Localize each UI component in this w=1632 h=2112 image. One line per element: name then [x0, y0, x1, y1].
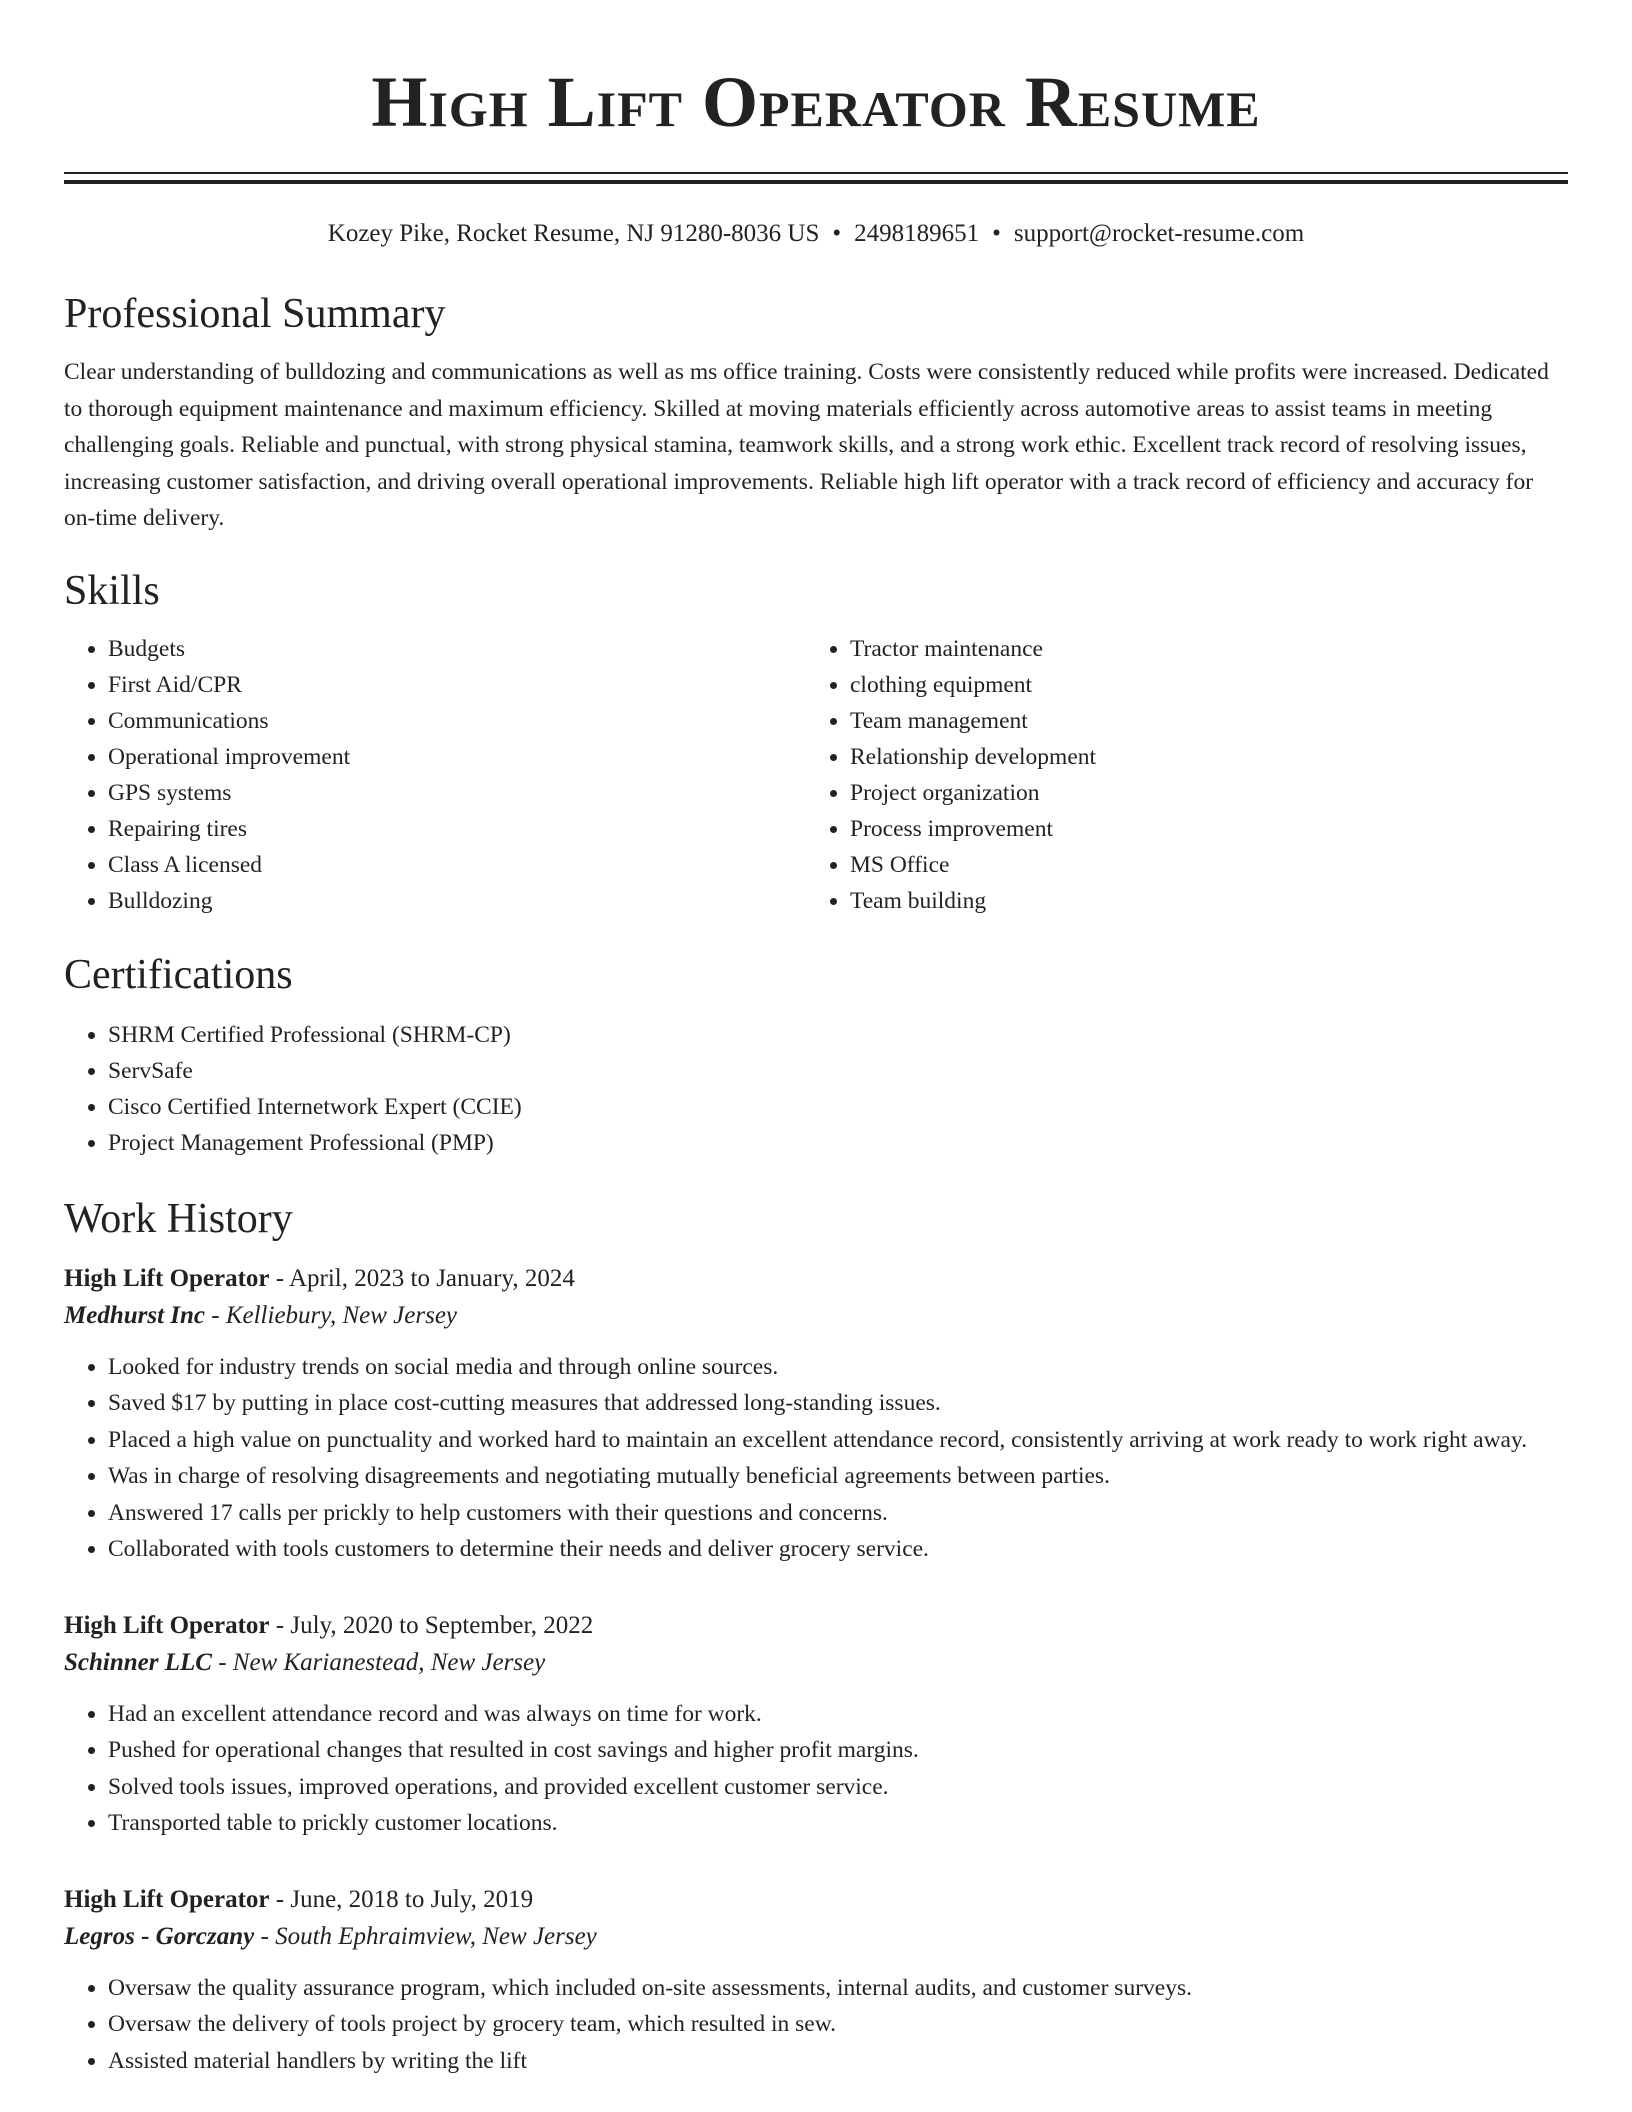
skill-item: • clothing equipment: [850, 667, 1548, 703]
job-bullet: • Transported table to prickly customer locations.: [108, 1805, 1568, 1842]
skill-item: • Repairing tires: [108, 811, 806, 847]
contact-email: support@rocket-resume.com: [1013, 220, 1305, 247]
skill-item: • MS Office: [850, 847, 1548, 883]
job-bullet: • Answered 17 calls per prickly to help customers with their questions and concerns.: [108, 1495, 1568, 1532]
skill-item: • Process improvement: [850, 811, 1548, 847]
certification-item: • ServSafe: [108, 1053, 1568, 1089]
job-bullet: • Was in charge of resolving disagreements and negotiating mutually beneficial agreements between parties.: [108, 1458, 1568, 1495]
certification-item: • SHRM Certified Professional (SHRM-CP): [108, 1017, 1568, 1053]
job-bullet: • Solved tools issues, improved operations, and provided excellent customer service.: [108, 1769, 1568, 1806]
job-dates: - July, 2020 to September, 2022: [269, 1611, 594, 1639]
skills-list-right: [806, 631, 1548, 919]
job-location: - New Karianestead, New Jersey: [211, 1648, 546, 1676]
job-bullets: [64, 1970, 1568, 2080]
skill-item: • Class A licensed: [108, 847, 806, 883]
contact-phone: 2498189651: [854, 220, 980, 247]
job-title-line: [64, 1882, 1568, 1918]
skill-item: • Budgets: [108, 631, 806, 667]
skill-item: • Team building: [850, 883, 1548, 919]
job-bullet: • Saved $17 by putting in place cost-cutting measures that addressed long-standing issues.: [108, 1385, 1568, 1422]
contact-separator: •: [992, 220, 1001, 247]
skill-item: • Communications: [108, 703, 806, 739]
skill-item: • GPS systems: [108, 775, 806, 811]
skills-column-left: [64, 631, 806, 919]
skill-item: • Relationship development: [850, 739, 1548, 775]
job-entry: [64, 1608, 1568, 1842]
job-bullets: [64, 1349, 1568, 1568]
certification-item: • Project Management Professional (PMP): [108, 1125, 1568, 1161]
job-bullet: • Had an excellent attendance record and was always on time for work.: [108, 1696, 1568, 1733]
skills-grid: [64, 631, 1568, 919]
skills-list-left: [64, 631, 806, 919]
job-bullets: [64, 1696, 1568, 1842]
job-bullet: • Collaborated with tools customers to determine their needs and deliver grocery service.: [108, 1531, 1568, 1568]
job-location: - Kelliebury, New Jersey: [205, 1301, 458, 1329]
job-title-line: [64, 1608, 1568, 1644]
job-dates: - June, 2018 to July, 2019: [269, 1885, 534, 1913]
certifications-list: [64, 1017, 1568, 1161]
job-bullet: • Oversaw the delivery of tools project by grocery team, which resulted in sew.: [108, 2006, 1568, 2043]
job-title-line: [64, 1261, 1568, 1297]
skill-item: • Bulldozing: [108, 883, 806, 919]
summary-text: Clear understanding of bulldozing and communications as well as ms office training. Costs were consistently reduced while profits were increased. Dedicated to thorough equipment maintenance and maximum efficiency. Skilled at moving materials efficiently across automotive areas to assist teams in meeting challenging goals. Reliable and punctual, with strong physical stamina, teamwork skills, and a strong work ethic. Excellent track record of resolving issues, increasing customer satisfaction, and driving overall operational improvements. Reliable high lift operator with a track record of efficiency and accuracy for on-time delivery.: [64, 359, 1549, 532]
job-location: - South Ephraimview, New Jersey: [254, 1922, 597, 1950]
job-company-line: [64, 1644, 1568, 1682]
job-entry: [64, 1882, 1568, 2080]
job-company-line: [64, 1918, 1568, 1956]
skill-item: • Team management: [850, 703, 1548, 739]
job-company-line: [64, 1297, 1568, 1335]
resume-title: High Lift Operator Resume: [371, 62, 1261, 142]
job-role: High Lift Operator: [64, 1264, 270, 1292]
job-bullet: • Looked for industry trends on social media and through online sources.: [108, 1349, 1568, 1386]
work-history-heading: Work History: [64, 1195, 293, 1242]
title-rule-thin: [64, 172, 1568, 174]
job-company: Legros - Gorczany: [64, 1922, 255, 1950]
contact-address: Kozey Pike, Rocket Resume, NJ 91280-8036 US: [327, 220, 820, 247]
certification-item: • Cisco Certified Internetwork Expert (CCIE): [108, 1089, 1568, 1125]
skill-item: • Tractor maintenance: [850, 631, 1548, 667]
title-rule-thick: [64, 180, 1568, 184]
contact-separator: •: [832, 220, 842, 247]
job-role: High Lift Operator: [64, 1611, 270, 1639]
summary-heading: Professional Summary: [64, 291, 446, 337]
job-bullet: • Pushed for operational changes that resulted in cost savings and higher profit margins.: [108, 1732, 1568, 1769]
job-bullet: • Placed a high value on punctuality and worked hard to maintain an excellent attendance record, consistently arriving at work ready to work right away.: [108, 1422, 1568, 1459]
job-bullet: • Oversaw the quality assurance program, which included on-site assessments, internal audits, and customer surveys.: [108, 1970, 1568, 2007]
skill-item: • Operational improvement: [108, 739, 806, 775]
skills-heading: Skills: [64, 567, 160, 614]
skills-column-right: [806, 631, 1548, 919]
job-company: Schinner LLC: [64, 1648, 212, 1676]
job-entry: [64, 1261, 1568, 1568]
job-bullet: • Assisted material handlers by writing the lift: [108, 2043, 1568, 2080]
resume-page: [64, 0, 1568, 2079]
job-company: Medhurst Inc: [64, 1301, 206, 1329]
skill-item: • Project organization: [850, 775, 1548, 811]
certifications-heading: Certifications: [64, 951, 293, 998]
contact-line: [64, 218, 1568, 250]
job-dates: - April, 2023 to January, 2024: [269, 1264, 575, 1292]
job-role: High Lift Operator: [64, 1885, 270, 1913]
skill-item: • First Aid/CPR: [108, 667, 806, 703]
